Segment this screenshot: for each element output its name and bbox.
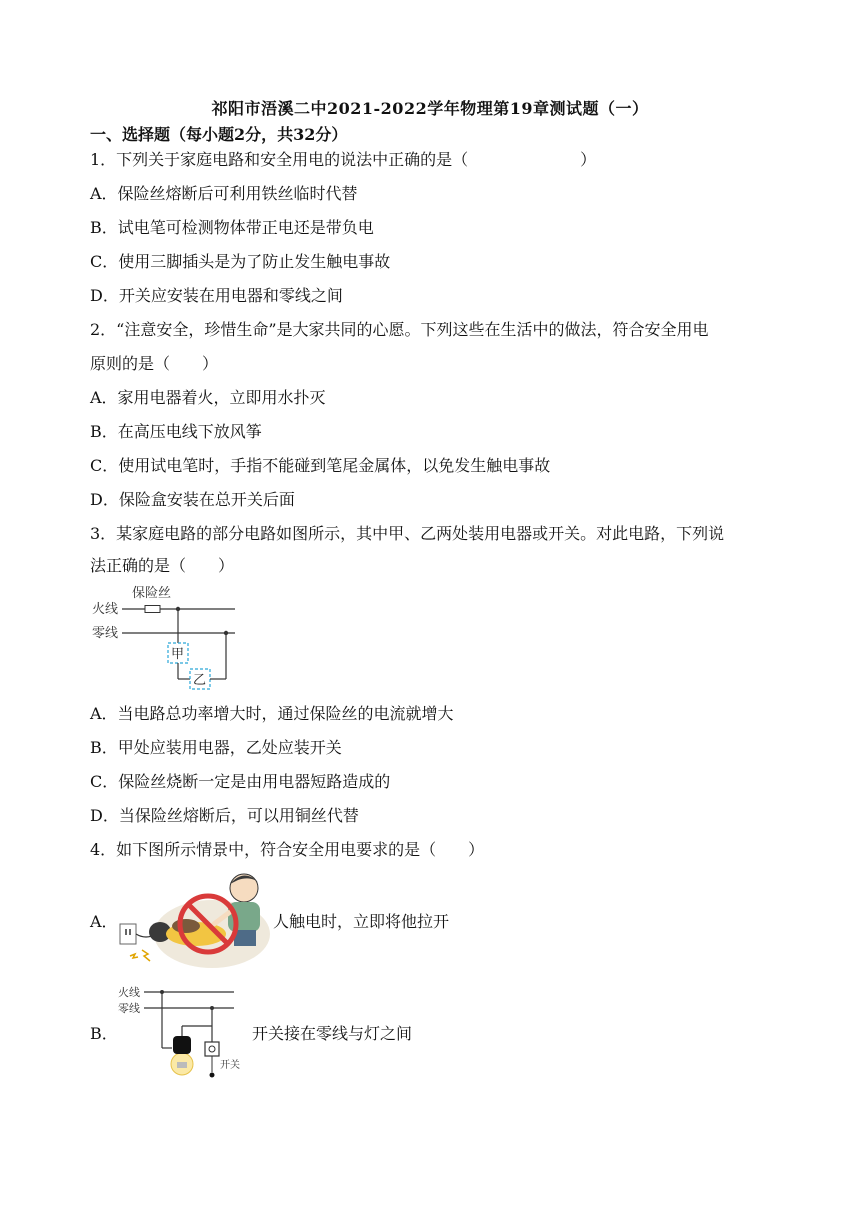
q3-stem-line1: 3．某家庭电路的部分电路如图所示，其中甲、乙两处装用电器或开关。对此电路，下列说 [90, 524, 725, 543]
q2-option-c: C．使用试电笔时，手指不能碰到笔尾金属体，以免发生触电事故 [90, 456, 551, 475]
q1-option-b: B．试电笔可检测物体带正电还是带负电 [90, 218, 374, 237]
q1-option-a: A．保险丝熔断后可利用铁丝临时代替 [90, 184, 358, 203]
q4-option-a-text: 人触电时，立即将他拉开 [273, 912, 450, 931]
q3-option-a: A．当电路总功率增大时，通过保险丝的电流就增大 [90, 704, 454, 723]
q4-option-b-label: B． [90, 1024, 118, 1043]
wall-socket-icon [120, 924, 136, 944]
q4-stem: 4．如下图所示情景中，符合安全用电要求的是（ ） [90, 840, 485, 859]
switch-icon [205, 1042, 219, 1056]
q2-option-b: B．在高压电线下放风筝 [90, 422, 262, 441]
q3-stem-line2: 法正确的是（ ） [90, 556, 235, 575]
neutral-wire-label: 零线 [118, 1002, 140, 1015]
live-wire-label: 火线 [92, 602, 119, 617]
fuse-symbol [145, 606, 160, 613]
q1-option-d: D．开关应安装在用电器和零线之间 [90, 286, 343, 305]
page-title: 祁阳市浯溪二中2021-2022学年物理第19章测试题（一） [211, 99, 649, 118]
box-yi-label: 乙 [193, 673, 207, 688]
switch-label: 开关 [220, 1060, 240, 1071]
q4-option-b-text: 开关接在零线与灯之间 [252, 1024, 413, 1043]
q3-option-d: D．当保险丝熔断后，可以用铜丝代替 [90, 806, 359, 825]
q2-stem-line2: 原则的是（ ） [90, 354, 219, 373]
q4-option-a-illustration [116, 868, 272, 972]
q3-circuit-diagram [90, 582, 250, 694]
live-wire-label: 火线 [118, 986, 140, 999]
q4-option-a-label: A． [90, 912, 118, 931]
q3-option-b: B．甲处应装用电器，乙处应装开关 [90, 738, 342, 757]
fuse-label: 保险丝 [132, 586, 172, 601]
q2-stem-line1: 2．“注意安全，珍惜生命”是大家共同的心愿。下列这些在生活中的做法，符合安全用电 [90, 320, 709, 339]
q1-option-c: C．使用三脚插头是为了防止发生触电事故 [90, 252, 391, 271]
section-heading: 一、选择题（每小题2分，共32分） [90, 125, 348, 144]
neutral-wire-label: 零线 [92, 626, 119, 641]
q2-option-a: A．家用电器着火，立即用水扑灭 [90, 388, 326, 407]
q4-option-b-circuit-diagram [116, 984, 246, 1082]
q3-option-c: C．保险丝烧断一定是由用电器短路造成的 [90, 772, 391, 791]
q1-stem: 1．下列关于家庭电路和安全用电的说法中正确的是（ ） [90, 150, 597, 169]
q2-option-d: D．保险盒安装在总开关后面 [90, 490, 295, 509]
box-jia-label: 甲 [171, 647, 185, 662]
